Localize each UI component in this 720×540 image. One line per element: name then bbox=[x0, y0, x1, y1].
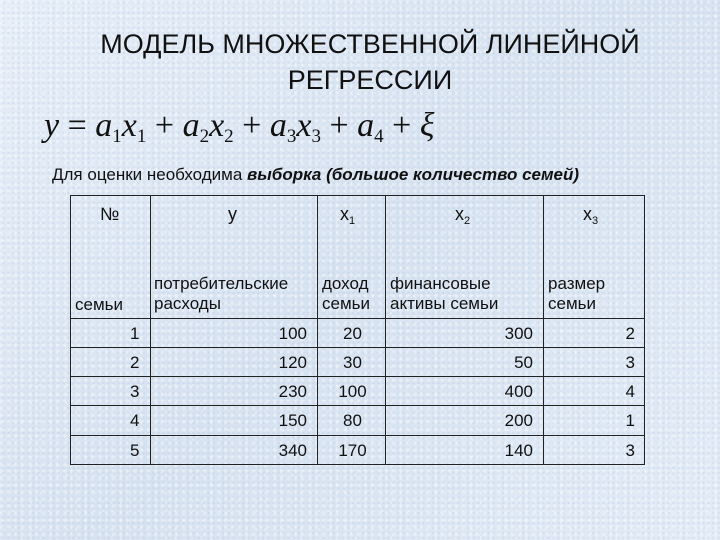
formula-sub: 1 bbox=[136, 126, 147, 147]
sample-note-prefix: Для оценки необходима bbox=[52, 165, 248, 184]
table-border bbox=[644, 195, 645, 465]
formula-sub: 2 bbox=[224, 126, 234, 147]
cell-y: 340 bbox=[278, 441, 307, 460]
table-border bbox=[70, 376, 645, 377]
formula-plus: + bbox=[392, 107, 412, 144]
cell-x2: 50 bbox=[514, 353, 533, 372]
table-border bbox=[70, 405, 645, 406]
formula-x: x bbox=[296, 107, 312, 144]
header-x2-sub: 2 bbox=[464, 215, 471, 227]
cell-y: 120 bbox=[278, 353, 307, 372]
label-x1: доход семьи bbox=[322, 274, 370, 313]
cell-number: 4 bbox=[130, 411, 140, 430]
table-border bbox=[70, 318, 645, 319]
label-y: потребительские расходы bbox=[154, 274, 289, 313]
cell-y: 100 bbox=[278, 324, 307, 343]
cell-x1: 30 bbox=[343, 353, 362, 372]
header-x2 bbox=[455, 204, 470, 227]
cell-x3: 4 bbox=[625, 382, 635, 401]
data-table bbox=[70, 195, 645, 465]
cell-y: 230 bbox=[278, 382, 307, 401]
sample-note bbox=[52, 165, 579, 185]
header-x2-var: x bbox=[455, 204, 464, 224]
slide-title: МОДЕЛЬ МНОЖЕСТВЕННОЙ ЛИНЕЙНОЙ РЕГРЕССИИ bbox=[100, 29, 640, 95]
table-border bbox=[70, 435, 645, 436]
cell-y: 150 bbox=[278, 411, 307, 430]
table-border bbox=[70, 195, 71, 465]
label-x3: размер семьи bbox=[548, 274, 606, 313]
formula-plus: + bbox=[154, 107, 175, 144]
table-border bbox=[70, 347, 645, 348]
header-x3-var: x bbox=[583, 204, 592, 224]
header-y: у bbox=[228, 204, 237, 224]
cell-number: 3 bbox=[130, 382, 140, 401]
label-number: семьи bbox=[75, 295, 123, 314]
cell-x3: 3 bbox=[625, 353, 635, 372]
table-border bbox=[543, 195, 544, 465]
cell-x2: 300 bbox=[504, 324, 533, 343]
cell-x2: 140 bbox=[504, 441, 533, 460]
formula-x: x bbox=[121, 107, 137, 144]
cell-number: 5 bbox=[130, 441, 140, 460]
table-border bbox=[70, 195, 645, 196]
cell-x1: 100 bbox=[338, 382, 367, 401]
formula-y: y bbox=[44, 107, 60, 144]
sample-note-emphasis: выборка (большое количество семей) bbox=[247, 165, 580, 184]
cell-number: 1 bbox=[130, 324, 140, 343]
cell-x2: 200 bbox=[504, 411, 533, 430]
formula-x: x bbox=[209, 107, 225, 144]
header-x1 bbox=[340, 204, 355, 227]
header-x1-sub: 1 bbox=[349, 215, 356, 227]
cell-x3: 2 bbox=[625, 324, 635, 343]
regression-formula bbox=[44, 104, 434, 159]
formula-plus: + bbox=[329, 107, 349, 144]
cell-x1: 80 bbox=[343, 411, 362, 430]
formula-sub: 4 bbox=[374, 126, 384, 147]
cell-x1: 170 bbox=[338, 441, 367, 460]
cell-number: 2 bbox=[130, 353, 140, 372]
cell-x1: 20 bbox=[343, 324, 362, 343]
formula-plus: + bbox=[242, 107, 262, 144]
header-x3 bbox=[583, 204, 598, 227]
label-x2: финансовые активы семьи bbox=[390, 274, 499, 313]
cell-x3: 3 bbox=[625, 441, 635, 460]
table-border bbox=[385, 195, 386, 465]
formula-sub: 2 bbox=[199, 126, 210, 147]
cell-x3: 1 bbox=[625, 411, 635, 430]
formula-xi: ξ bbox=[419, 107, 435, 144]
table-border bbox=[70, 464, 645, 465]
formula-a: a bbox=[182, 107, 200, 144]
formula-sub: 3 bbox=[286, 126, 297, 147]
formula-a: a bbox=[357, 107, 375, 144]
header-x3-sub: 3 bbox=[592, 215, 599, 227]
cell-x2: 400 bbox=[504, 382, 533, 401]
header-number: № bbox=[100, 204, 120, 224]
table-border bbox=[150, 195, 151, 465]
table-border bbox=[317, 195, 318, 465]
formula-a: a bbox=[95, 107, 113, 144]
formula-sub: 1 bbox=[112, 126, 122, 147]
formula-sub: 3 bbox=[311, 126, 321, 147]
header-x1-var: x bbox=[340, 204, 349, 224]
formula-a: a bbox=[269, 107, 287, 144]
formula-equals: = bbox=[67, 107, 87, 144]
